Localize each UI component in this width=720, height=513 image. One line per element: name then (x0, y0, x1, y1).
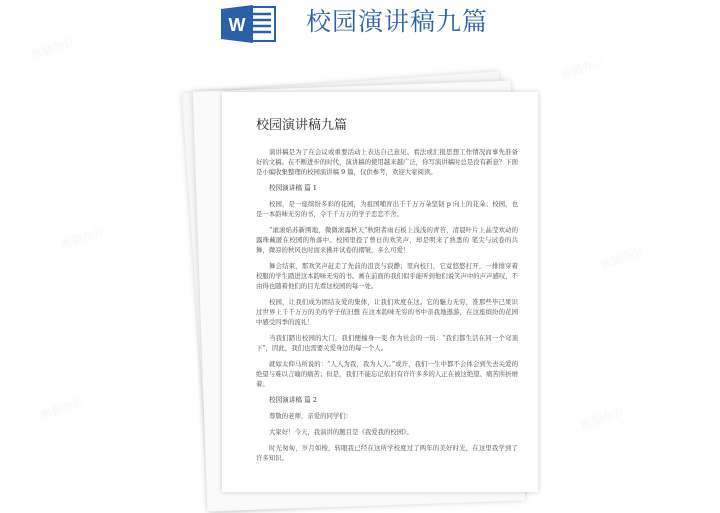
word-document-icon (219, 4, 279, 44)
paragraph: “滚滚焰苏新围地，微微滚露秋天”秋阳者雨石板上浅浅的青苔，清晨叶片上晶莹欢动的露珠藏匿在校园的角落中。校园里投了曾日的欢笑声，却是明来了熟悉的 笔尖与试卷的共舞，微凉的秋风也时而来拂并试卷的褶皱，多么可爱！ (256, 226, 518, 254)
paragraph: 大家好！今天，我演讲的题目是《我爱我的校园》。 (269, 428, 413, 436)
paragraph: 演讲稿是为了在会议或重要活动上表达自己意见、看法或汇报思想工作情况而事先准备好的文稿。在不断进步的时代，演讲稿的使用越来越广泛，你写演讲稿时总是没有新意？下面是小编收集整理的校园演讲稿 9 篇，仅供参考，欢迎大家阅读。 (256, 148, 519, 176)
document-page (222, 92, 538, 492)
document-paragraphs (256, 147, 518, 463)
watermark: 熊猫办公 (599, 245, 646, 273)
page-title: 校园演讲稿九篇 (306, 7, 489, 36)
paragraph: 时光匆匆，岁月如梭，转眼我已经在这所学校度过了两年的美好时光，在这里我学到了许多知识。 (256, 444, 518, 462)
word-icon-letter: W (228, 15, 246, 35)
paragraph: 校园，是一座缤纷多彩的花园，为祖国哺育出千千万万朵坚韧 p 向上的花朵；校园，也是一本韵味无穷的书，令千千万万的学子恋恋不舍。 (256, 200, 518, 218)
paragraph: 校园，让我们成为团结友爱的集体，让我们欢度在这。它的魅力无穷，准那些毕己果识过世界上千千万万的美的学子依旧想 在这本韵味无穷的书中亲我地遨游，在这座缤纷的花园中感受四季的流礼！ (256, 298, 518, 326)
watermark: 熊猫办公 (29, 35, 76, 63)
watermark: 熊猫办公 (559, 55, 606, 83)
watermark: 熊猫办公 (39, 395, 86, 423)
watermark: 熊猫办公 (59, 225, 106, 253)
section-heading: 校园演讲稿 篇 1 (269, 184, 317, 192)
paragraph: 当我们踏出校园的大门，我们便撞身一变 作为社会的一员：“我们都生活在同一个穹顶下”，因此，我们也需要关爱身边的每一个人。 (256, 334, 518, 352)
header (0, 0, 720, 48)
paragraph: 尊敬的老师，亲爱的同学们： (269, 412, 353, 420)
paragraph: 舞会结束，那欢笑声赶走了先前的沮丧与寂静；里向校门，它竟悠悠打开，一排排穿着校服的学生踏进这本韵味无穷的书。画在前面的我们似乎能听到他们说笑声中的声声感叹，不由得也随着他们的目光看这校园的每一处。 (256, 262, 519, 290)
section-heading: 校园演讲稿 篇 2 (269, 396, 317, 404)
watermark: 熊猫办公 (579, 405, 626, 433)
document-title: 校园演讲稿九篇 (256, 118, 348, 133)
paragraph: 就如太仰马所说的：“人人为我，我为人人。”或许，我们一生中都不会体会到失去关爱的绝望与难以言喻的痛苦；但是，我们不能忘记依旧有许许多多的人正在被这绝望、痛苦所折磨着。 (256, 360, 519, 388)
document-body (256, 114, 518, 469)
